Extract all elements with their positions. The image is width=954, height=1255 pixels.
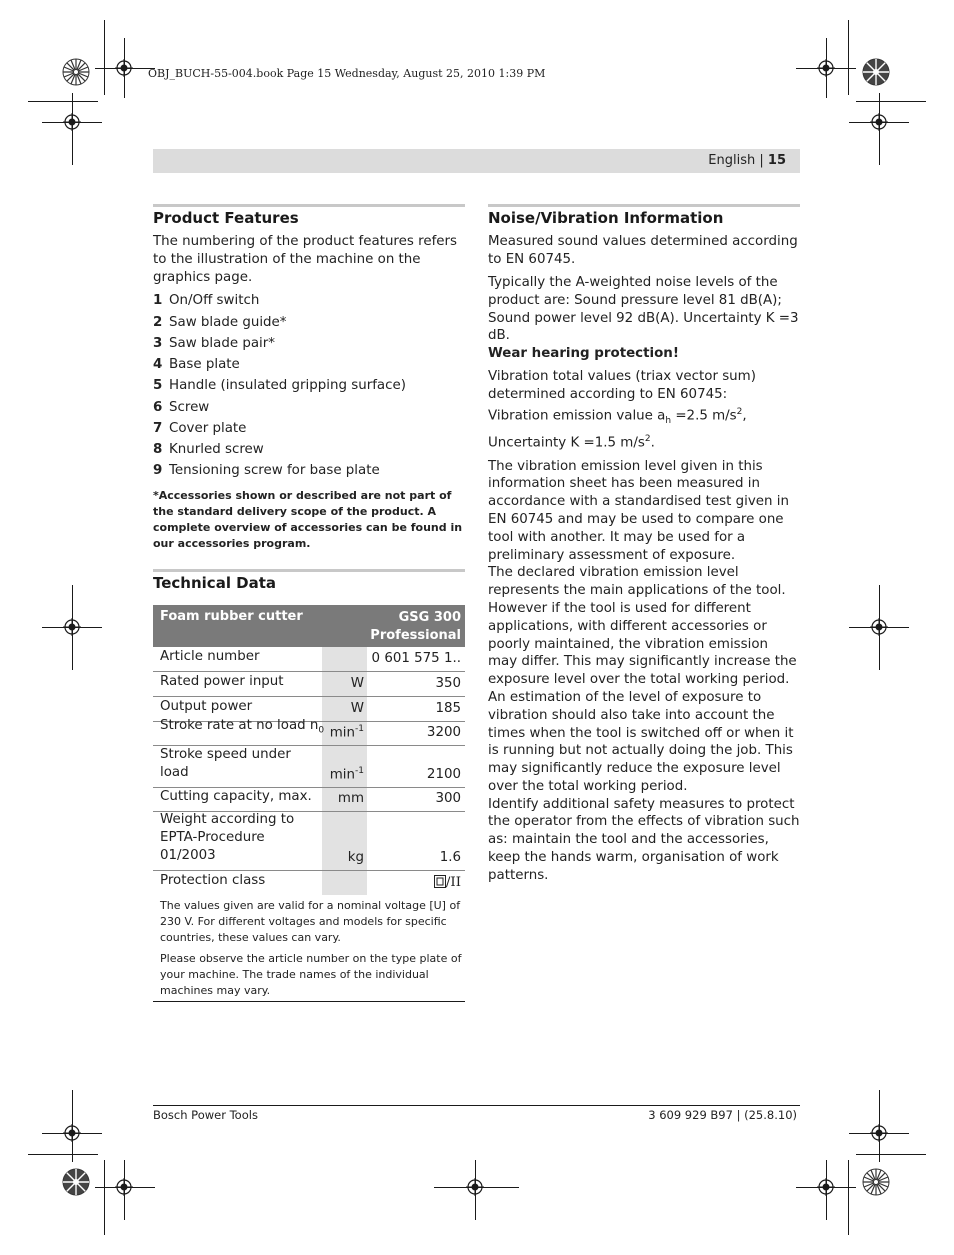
table-row: [153, 672, 465, 697]
feature-text: Screw: [169, 400, 210, 415]
superscript: 2: [736, 406, 743, 417]
vibration-emission-value: [488, 404, 800, 452]
feature-item: [153, 378, 406, 393]
row-unit-text: min: [329, 725, 356, 740]
table-header-product: Foam rubber cutter: [160, 609, 303, 624]
hearing-protection-warning: Wear hearing protection!: [488, 346, 679, 362]
row-label: Stroke speed under load: [160, 747, 291, 780]
paragraph: The declared vibration emission level represents the main applications of the tool. However if the tool is used for different applications, with different accessories or poorly maintained, the vibration emission may differ. This may significantly increase the exposure level over the total working period.: [488, 565, 797, 688]
row-label: Protection class: [160, 873, 266, 888]
feature-text: Handle (insulated gripping surface): [169, 378, 406, 393]
feature-item: [153, 315, 286, 330]
text-run: =2.5 m/s: [671, 408, 737, 424]
paragraph: Measured sound values determined according to EN 60745.: [488, 234, 798, 267]
row-unit: kg: [347, 850, 364, 865]
registration-target-icon: [63, 1124, 81, 1142]
superscript: 2: [644, 433, 651, 444]
table-footnote: Please observe the article number on the type plate of your machine. The trade names of the individual machines may vary.: [160, 952, 462, 997]
table-row: [153, 788, 465, 812]
feature-item: [153, 442, 264, 457]
feature-item: [153, 357, 240, 372]
paragraph: An estimation of the level of exposure to vibration should also take into account the times when the tool is switched off or when it is running but not actually doing the job. This may significantly reduce the exposure level over the total working period.: [488, 689, 794, 794]
footer-doc-number: 3 609 929 B97 | (25.8.10): [648, 1108, 797, 1122]
feature-number: 1: [153, 293, 163, 308]
feature-number: 6: [153, 400, 163, 415]
row-value: [434, 875, 461, 890]
row-value: 3200: [426, 725, 461, 740]
paragraph: Identify additional safety measures to protect the operator from the effects of vibration such as: maintain the tool and the accessories, keep the hands warm, organisation of work patterns.: [488, 796, 800, 883]
row-label: Rated power input: [160, 674, 284, 689]
star-target-icon: [862, 1168, 890, 1196]
feature-number: 7: [153, 421, 163, 436]
section-rule: [153, 204, 465, 207]
row-label: Output power: [160, 699, 253, 714]
row-label-text: Stroke rate at no load n: [160, 718, 319, 734]
feature-number: 9: [153, 463, 163, 478]
registration-target-icon: [817, 59, 835, 77]
feature-number: 3: [153, 336, 163, 351]
text-run: Vibration emission value a: [488, 408, 666, 424]
table-bottom-rule: [153, 1001, 465, 1002]
header-separator: |: [759, 153, 764, 168]
table-footnote: The values given are valid for a nominal voltage [U] of 230 V. For different voltages and models for specific countries, these values can vary.: [160, 899, 461, 944]
row-value: 350: [435, 676, 461, 691]
row-value: 2100: [426, 767, 461, 782]
row-value: 0 601 575 1..: [371, 651, 461, 666]
section-title-technical-data: Technical Data: [153, 574, 277, 592]
registration-target-icon: [63, 113, 81, 131]
registration-target-icon: [817, 1178, 835, 1196]
table-row: [153, 647, 465, 672]
registration-target-icon: [870, 113, 888, 131]
row-unit: W: [350, 701, 364, 716]
section-rule: [153, 569, 465, 572]
registration-target-icon: [115, 59, 133, 77]
row-unit-superscript: -1: [355, 723, 364, 734]
protection-class-value: /II: [445, 875, 461, 890]
row-label: [160, 717, 324, 740]
page-number: 15: [767, 153, 786, 168]
row-unit: W: [350, 676, 364, 691]
feature-text: Cover plate: [169, 421, 247, 436]
feature-item: [153, 400, 209, 415]
registration-target-icon: [870, 618, 888, 636]
paragraph: The numbering of the product features refers to the illustration of the machine on the graphics page.: [153, 234, 458, 285]
page-header-label: [708, 153, 786, 168]
accessories-note: *Accessories shown or described are not part of the standard delivery scope of the product. A complete overview of accessories can be found in our accessories program.: [153, 489, 463, 550]
model-name: GSG 300: [398, 610, 461, 625]
subscript: h: [665, 416, 672, 427]
table-row: [153, 718, 465, 746]
feature-number: 5: [153, 378, 163, 393]
feature-text: Tensioning screw for base plate: [169, 463, 380, 478]
page-header-bar: [153, 149, 800, 173]
row-value: 185: [435, 701, 461, 716]
feature-item: [153, 293, 259, 308]
registration-target-icon: [870, 1124, 888, 1142]
table-header: [153, 605, 465, 647]
table-row: [153, 812, 465, 871]
print-slug: OBJ_BUCH-55-004.book Page 15 Wednesday, August 25, 2010 1:39 PM: [148, 67, 546, 80]
section-title-noise-vibration: Noise/Vibration Information: [488, 209, 724, 227]
row-unit-text: min: [329, 767, 356, 782]
noise-vibration-text: [488, 233, 800, 885]
row-label: Article number: [160, 649, 260, 664]
protection-class-icon: [434, 875, 446, 888]
paragraph: Typically the A-weighted noise levels of the product are: Sound pressure level 81 dB(A); Sound power level 92 dB(A). Uncertainty K =3 dB.: [488, 274, 799, 344]
row-value: 1.6: [439, 850, 461, 865]
row-unit: [322, 724, 364, 740]
registration-target-icon: [466, 1178, 484, 1196]
row-unit-superscript: -1: [355, 765, 364, 776]
star-target-icon: [62, 58, 90, 86]
table-row: [153, 871, 465, 895]
model-line: Professional: [370, 628, 461, 643]
section-rule: [488, 204, 800, 207]
feature-text: Knurled screw: [169, 442, 264, 457]
star-target-icon: [862, 58, 890, 86]
table-row: [153, 746, 465, 788]
footer-brand: Bosch Power Tools: [153, 1108, 258, 1122]
star-target-icon: [62, 1168, 90, 1196]
footer-rule: [153, 1105, 800, 1106]
row-label-subscript: 0: [318, 726, 325, 736]
row-label: Cutting capacity, max.: [160, 789, 312, 804]
registration-target-icon: [115, 1178, 133, 1196]
feature-item: [153, 336, 275, 351]
language-label: English: [708, 153, 756, 168]
feature-item: [153, 421, 246, 436]
paragraph: The vibration emission level given in this information sheet has been measured in accordance with a standardised test given in EN 60745 and may be used to compare one tool with another. It may be used for a preliminary assessment of exposure.: [488, 458, 789, 563]
feature-text: Saw blade guide*: [169, 315, 287, 330]
feature-number: 4: [153, 357, 163, 372]
section-title-product-features: Product Features: [153, 209, 299, 227]
feature-item: [153, 463, 380, 478]
table-header-model: [370, 609, 461, 645]
feature-number: 2: [153, 315, 163, 330]
row-label: Weight according to EPTA-Procedure 01/2003: [160, 812, 295, 863]
feature-number: 8: [153, 442, 163, 457]
feature-text: Saw blade pair*: [169, 336, 275, 351]
row-value: 300: [435, 791, 461, 806]
row-unit: [322, 766, 364, 782]
text-run: , Uncertainty K =1.5 m/s: [488, 408, 747, 451]
row-unit: mm: [337, 791, 364, 806]
feature-text: Base plate: [169, 357, 240, 372]
paragraph: Vibration total values (triax vector sum) determined according to EN 60745:: [488, 369, 756, 403]
registration-target-icon: [63, 618, 81, 636]
feature-text: On/Off switch: [169, 293, 260, 308]
text-run: .: [650, 435, 655, 451]
product-features-intro: [153, 233, 465, 292]
